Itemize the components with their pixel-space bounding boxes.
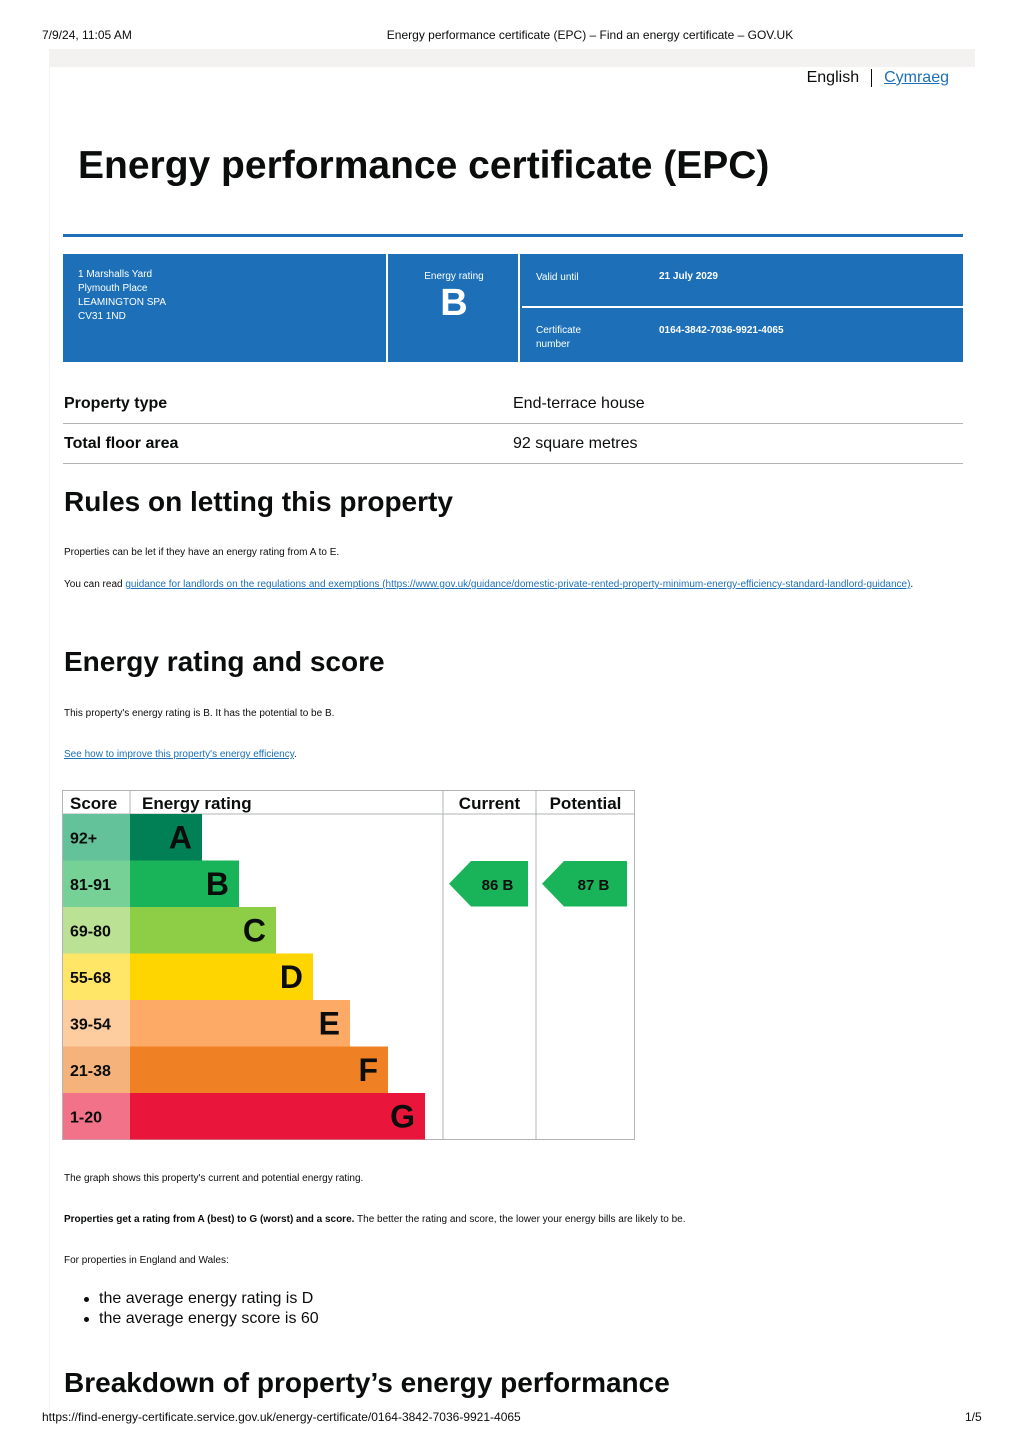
address-line: 1 Marshalls Yard <box>78 269 153 280</box>
current-rating-label: 86 B <box>481 876 514 894</box>
improve-efficiency-link[interactable]: See how to improve this property's energy efficiency <box>64 749 294 760</box>
property-address <box>63 254 388 362</box>
property-details <box>63 384 963 464</box>
energy-rating-label: Energy rating <box>424 271 484 282</box>
band-letter-d: D <box>279 958 303 995</box>
property-type-row <box>63 384 963 424</box>
page-title: Energy performance certificate (EPC) <box>78 144 770 187</box>
header-energy-rating: Energy rating <box>142 794 252 813</box>
floor-area-row <box>63 424 963 464</box>
certificate-number-value: 0164-3842-7036-9921-4065 <box>659 325 784 336</box>
valid-until-value: 21 July 2029 <box>659 271 718 282</box>
band-letter-b: B <box>205 865 229 902</box>
guidance-prefix: You can read <box>64 579 126 590</box>
potential-rating-label: 87 B <box>577 876 610 894</box>
print-page-title: Energy performance certificate (EPC) – Find an energy certificate – GOV.UK <box>386 28 794 42</box>
band-letter-f: F <box>358 1051 378 1088</box>
band-letter-a: A <box>168 819 192 856</box>
print-datetime: 7/9/24, 11:05 AM <box>42 28 132 42</box>
certificate-summary <box>63 254 963 362</box>
energy-rating-value: B <box>440 282 468 324</box>
property-type-label: Property type <box>64 395 168 412</box>
list-item: the average energy score is 60 <box>82 1309 319 1329</box>
letting-text: Properties can be let if they have an energy rating from A to E. <box>64 547 340 558</box>
floor-area-label: Total floor area <box>64 435 179 452</box>
language-separator <box>871 69 872 87</box>
score-range-c: 69-80 <box>70 923 111 941</box>
address-line: CV31 1ND <box>78 311 126 322</box>
score-range-e: 39-54 <box>70 1016 111 1034</box>
improve-paragraph <box>64 748 944 762</box>
landlord-guidance-link[interactable]: guidance for landlords on the regulations and exemptions (https://www.gov.uk/guidance/domestic-private-rented-property-minimum-energy-efficiency-standard-landlord-guidance) <box>125 579 911 590</box>
certificate-number-label: Certificate number <box>536 325 582 350</box>
breakdown-heading: Breakdown of property’s energy performance <box>64 1367 670 1398</box>
language-cymraeg-link[interactable]: Cymraeg <box>884 69 949 86</box>
band-letter-c: C <box>242 912 266 949</box>
address-line: Plymouth Place <box>78 283 148 294</box>
letting-heading: Rules on letting this property <box>64 486 453 517</box>
rating-explanation-rest: The better the rating and score, the lower your energy bills are likely to be. <box>354 1214 686 1225</box>
improve-suffix: . <box>294 749 297 760</box>
print-url: https://find-energy-certificate.service.gov.uk/energy-certificate/0164-3842-7036-9921-4065 <box>42 1410 521 1424</box>
energy-heading: Energy rating and score <box>64 646 385 677</box>
rating-explanation <box>64 1213 944 1227</box>
score-range-d: 55-68 <box>70 969 111 987</box>
certificate-number-row <box>522 310 963 362</box>
band-letter-e: E <box>318 1005 340 1042</box>
energy-rating-box <box>390 254 520 362</box>
valid-until-label: Valid until <box>536 272 579 283</box>
average-list <box>82 1289 319 1329</box>
floor-area-value: 92 square metres <box>513 435 638 452</box>
property-type-value: End-terrace house <box>513 395 645 412</box>
language-current: English <box>806 69 860 86</box>
address-line: LEAMINGTON SPA <box>78 297 166 308</box>
band-bar-f <box>130 1047 388 1094</box>
letting-guidance <box>64 578 944 592</box>
guidance-suffix: . <box>910 579 914 590</box>
print-page-number: 1/5 <box>965 1410 982 1424</box>
page-frame <box>49 49 975 1409</box>
band-bar-e <box>130 1000 350 1047</box>
list-item: the average energy rating is D <box>82 1289 319 1309</box>
rating-explanation-bold: Properties get a rating from A (best) to G (worst) and a score. <box>64 1214 355 1225</box>
language-switcher <box>807 69 949 87</box>
region-text: For properties in England and Wales: <box>64 1255 229 1266</box>
score-range-f: 21-38 <box>70 1062 111 1080</box>
title-rule <box>63 234 963 237</box>
valid-until-row <box>522 254 963 308</box>
header-score: Score <box>70 794 118 813</box>
graph-caption: The graph shows this property's current and potential energy rating. <box>64 1173 364 1184</box>
energy-rating-text: This property's energy rating is B. It has the potential to be B. <box>64 708 335 719</box>
score-range-g: 1-20 <box>70 1109 103 1127</box>
epc-rating-chart <box>62 790 635 1140</box>
band-bar-g <box>130 1093 425 1140</box>
score-range-a: 92+ <box>70 830 98 848</box>
header-potential: Potential <box>549 794 622 813</box>
score-range-b: 81-91 <box>70 876 111 894</box>
header-current: Current <box>458 794 521 813</box>
band-letter-g: G <box>390 1098 415 1135</box>
